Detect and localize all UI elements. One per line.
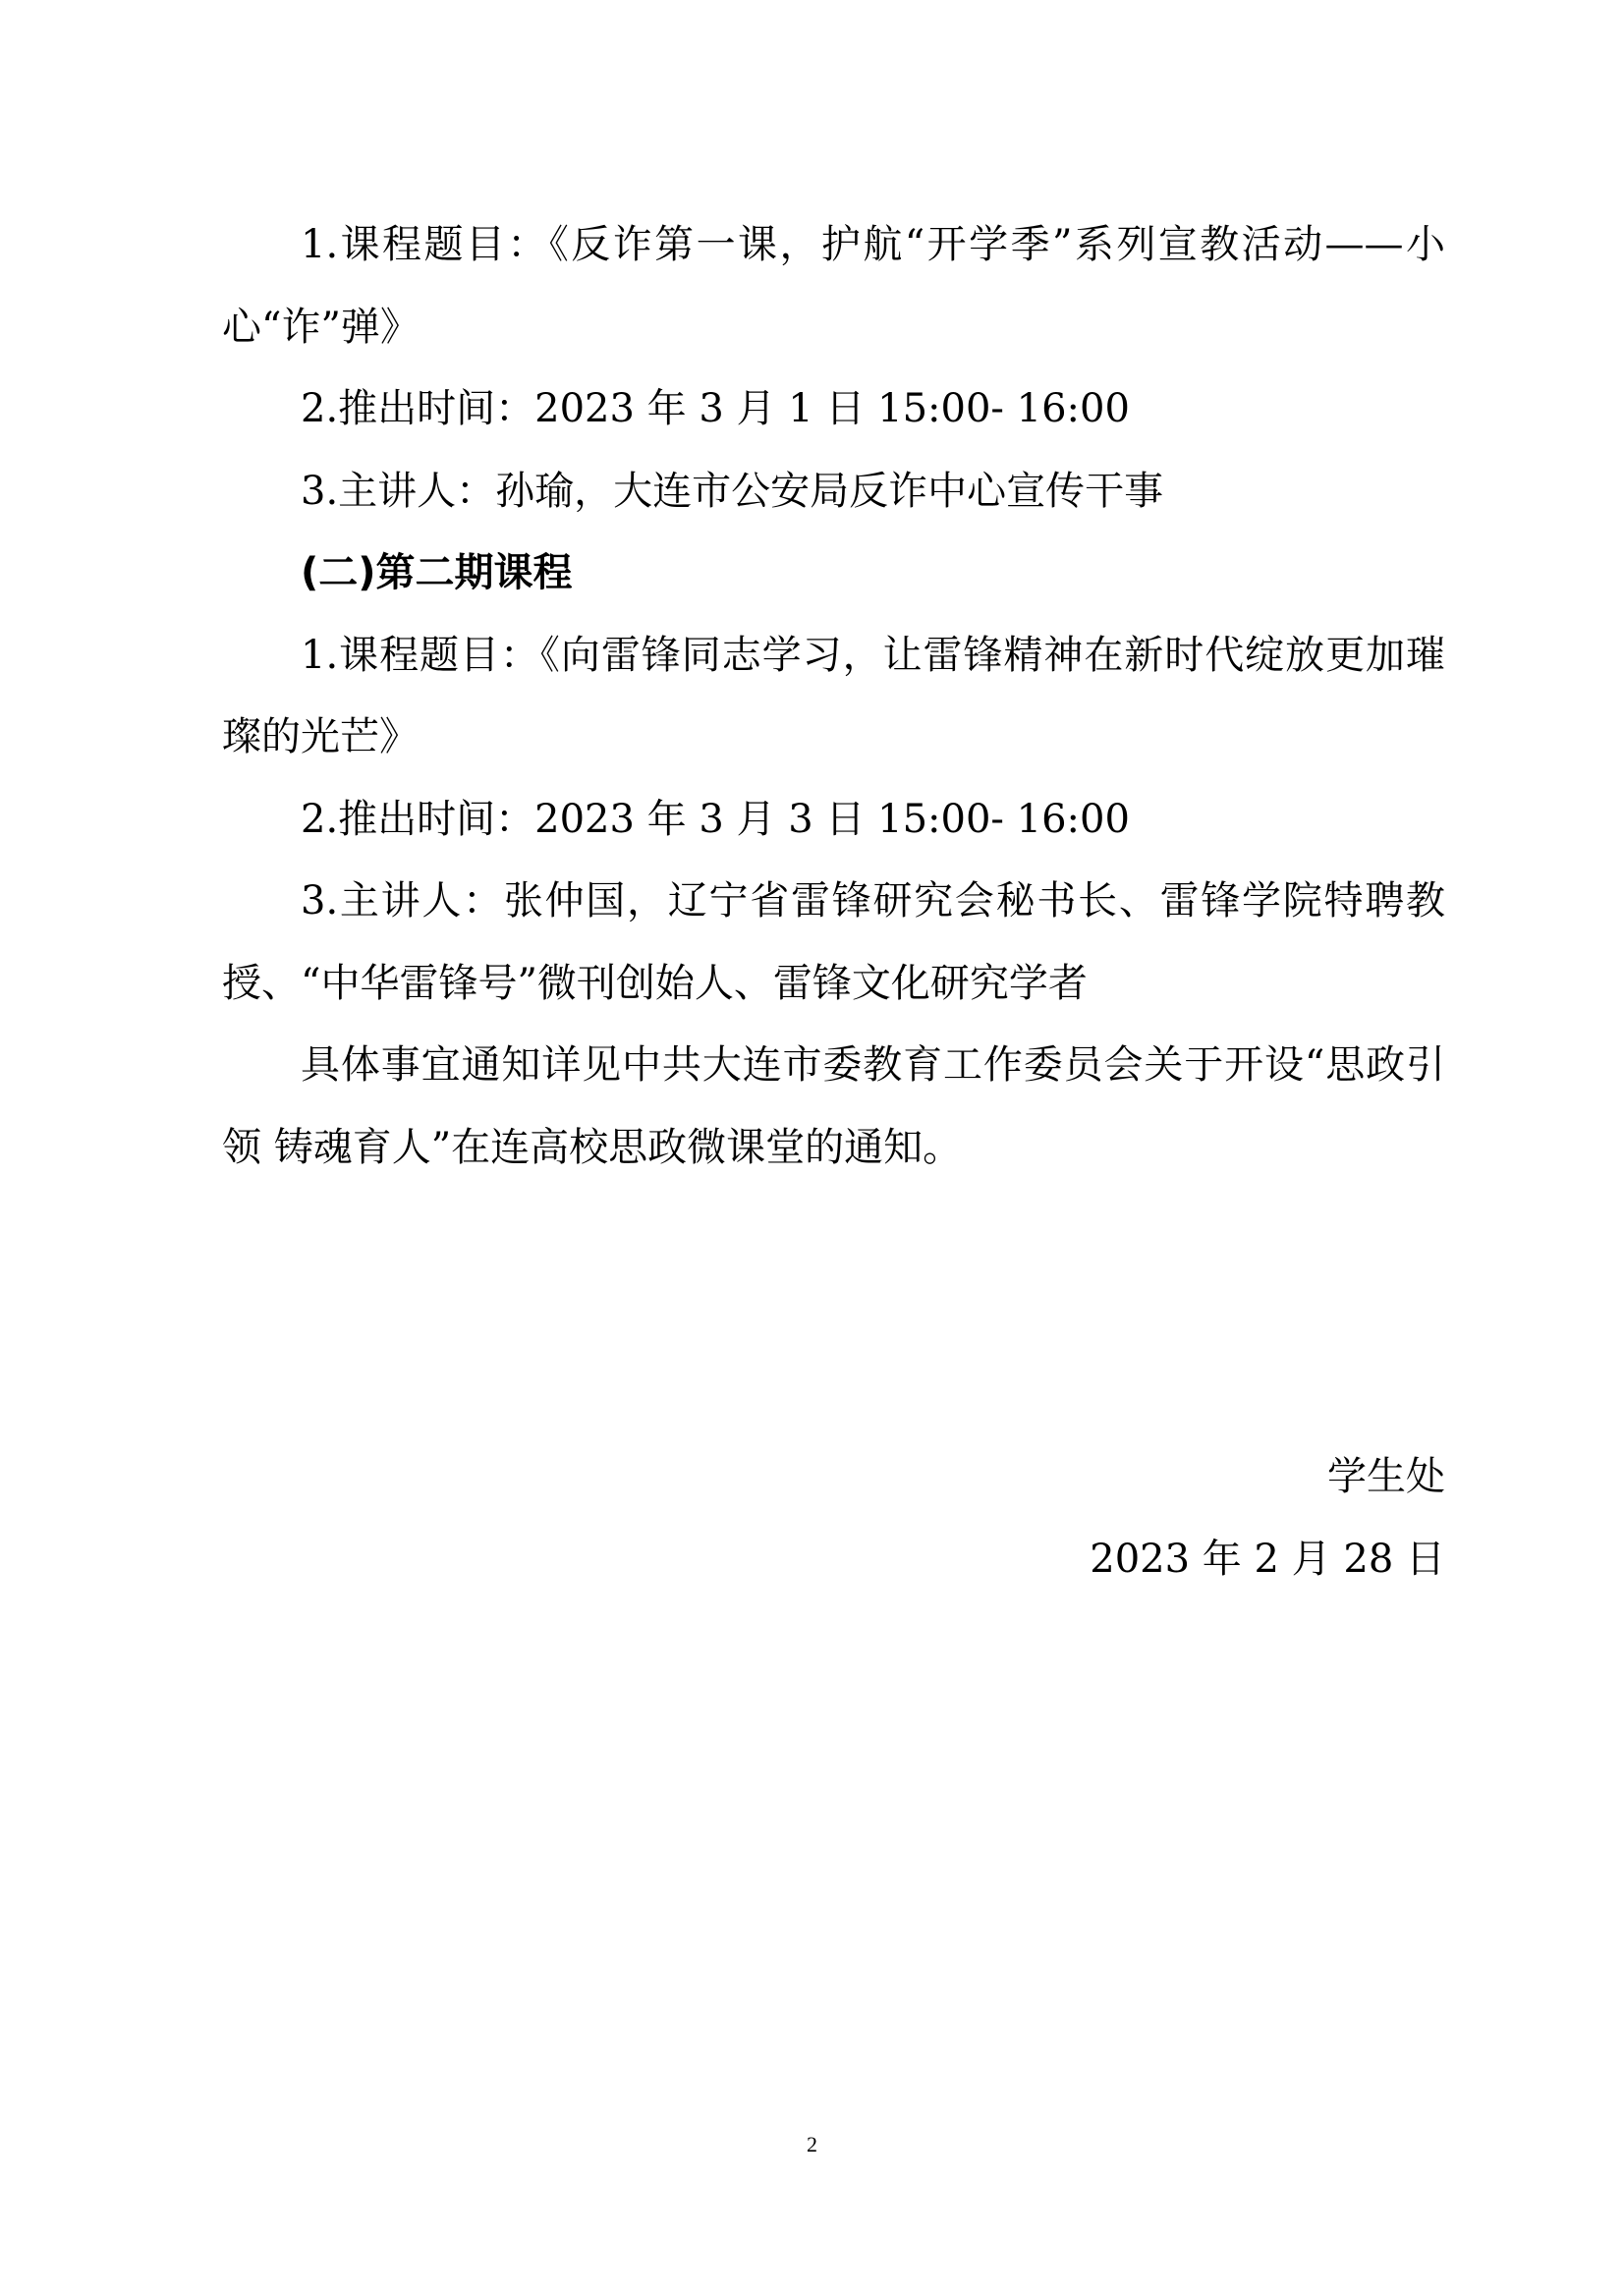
course1-time: 2.推出时间：2023 年 3 月 1 日 15:00- 16:00 <box>301 386 1130 431</box>
document-body <box>222 204 1445 1189</box>
signature-date: 2023 年 2 月 28 日 <box>1090 1536 1445 1582</box>
course2-time: 2.推出时间：2023 年 3 月 3 日 15:00- 16:00 <box>301 796 1130 842</box>
course2-speaker: 3.主讲人：张仲国，辽宁省雷锋研究会秘书长、雷锋学院特聘教授、“中华雷锋号”微刊创始人、雷锋文化研究学者 <box>222 878 1445 1006</box>
notice-paragraph: 具体事宜通知详见中共大连市委教育工作委员会关于开设“思政引领 铸魂育人”在连高校思政微课堂的通知。 <box>222 1042 1445 1170</box>
course1-speaker: 3.主讲人：孙瑜，大连市公安局反诈中心宣传干事 <box>301 468 1164 514</box>
signature-department: 学生处 <box>1327 1454 1445 1499</box>
course2-topic: 1.课程题目：《向雷锋同志学习，让雷锋精神在新时代绽放更加璀璨的光芒》 <box>222 632 1445 759</box>
course1-topic: 1.课程题目：《反诈第一课，护航“开学季”系列宣教活动——小心“诈”弹》 <box>222 222 1445 350</box>
page-number: 2 <box>807 2132 817 2156</box>
section-heading-second-course: (二)第二期课程 <box>301 550 573 595</box>
signature-block <box>1090 1436 1445 1600</box>
